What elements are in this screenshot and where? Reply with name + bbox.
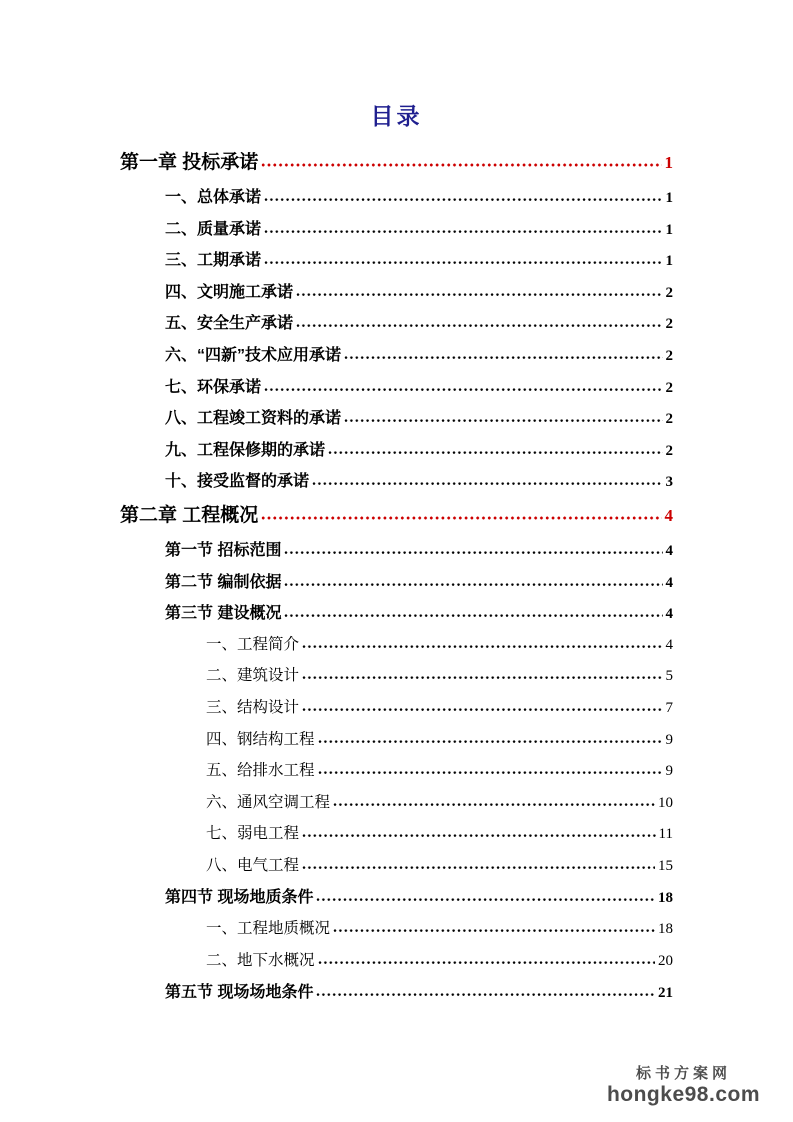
toc-entry[interactable] [206, 695, 673, 727]
dot-leader [302, 865, 655, 870]
toc-list [120, 147, 673, 1011]
toc-entry-page-number: 7 [665, 699, 673, 716]
toc-entry-label: 一、工程简介 [206, 635, 300, 653]
toc-entry-page-number: 2 [665, 316, 673, 333]
toc-entry[interactable] [165, 468, 673, 500]
toc-entry[interactable] [120, 147, 673, 184]
toc-entry-label: 第三节 建设概况 [165, 605, 282, 623]
toc-entry-page-number: 20 [658, 952, 673, 969]
toc-entry-page-number: 9 [665, 731, 673, 748]
toc-entry[interactable] [165, 437, 673, 469]
toc-entry-label: 第五节 现场场地条件 [165, 984, 314, 1002]
toc-entry-page-number: 2 [665, 284, 673, 301]
toc-entry[interactable] [165, 537, 673, 569]
toc-entry-page-number: 2 [665, 442, 673, 459]
toc-entry[interactable] [206, 632, 673, 664]
dot-leader [316, 992, 655, 997]
dot-leader [302, 707, 662, 712]
dot-leader [318, 770, 663, 775]
toc-entry[interactable] [165, 310, 673, 342]
toc-entry-page-number: 4 [665, 542, 673, 559]
toc-entry-page-number: 2 [665, 379, 673, 396]
toc-entry-page-number: 2 [665, 411, 673, 428]
toc-entry-page-number: 1 [665, 190, 673, 206]
toc-entry-label: 八、工程竣工资料的承诺 [165, 410, 342, 428]
toc-entry[interactable] [206, 727, 673, 759]
dot-leader [318, 739, 663, 744]
toc-entry[interactable] [165, 600, 673, 632]
dot-leader [264, 197, 662, 202]
site-watermark [607, 1065, 760, 1106]
toc-entry-page-number: 10 [658, 794, 673, 811]
dot-leader [264, 260, 662, 265]
toc-entry-label: 九、工程保修期的承诺 [165, 441, 326, 459]
toc-entry-label: 六、通风空调工程 [206, 793, 331, 811]
toc-entry-page-number: 1 [664, 153, 673, 172]
dot-leader [264, 387, 662, 392]
toc-entry-label: 四、钢结构工程 [206, 730, 315, 748]
watermark-site-url: hongke98.com [606, 1083, 760, 1106]
toc-entry[interactable] [206, 790, 673, 822]
toc-entry-page-number: 15 [658, 857, 673, 874]
toc-entry-label: 三、结构设计 [206, 698, 300, 716]
toc-entry[interactable] [206, 821, 673, 853]
toc-entry-label: 第一节 招标范围 [165, 541, 282, 559]
toc-entry-page-number: 21 [658, 985, 673, 1002]
toc-entry-label: 第二章 工程概况 [120, 504, 259, 526]
dot-leader [333, 802, 655, 807]
toc-entry-label: 十、接受监督的承诺 [165, 473, 310, 491]
watermark-site-name: 标书方案网 [635, 1065, 731, 1082]
toc-entry-label: 二、质量承诺 [165, 220, 262, 238]
toc-document [120, 0, 673, 1011]
toc-entry-label: 五、安全生产承诺 [165, 315, 294, 333]
toc-entry-page-number: 4 [664, 505, 673, 525]
dot-leader [344, 418, 662, 423]
toc-entry-label: 第一章 投标承诺 [120, 152, 259, 173]
toc-entry[interactable] [165, 374, 673, 406]
toc-entry[interactable] [165, 979, 673, 1011]
dot-leader [284, 550, 662, 555]
dot-leader [333, 928, 655, 933]
toc-entry-label: 第四节 现场地质条件 [165, 889, 314, 907]
toc-entry-page-number: 18 [658, 921, 673, 938]
toc-entry[interactable] [206, 758, 673, 790]
dot-leader [284, 613, 662, 618]
toc-entry-label: 四、文明施工承诺 [165, 283, 294, 301]
dot-leader [302, 675, 662, 680]
dot-leader [328, 450, 662, 455]
toc-entry-label: 七、弱电工程 [206, 825, 300, 843]
toc-entry[interactable] [165, 405, 673, 437]
toc-entry[interactable] [206, 663, 673, 695]
toc-entry-page-number: 2 [665, 347, 673, 364]
page-title: 目录 [370, 103, 423, 129]
toc-entry[interactable] [165, 569, 673, 601]
toc-entry-label: 一、工程地质概况 [206, 920, 331, 938]
dot-leader [284, 582, 662, 587]
toc-entry-page-number: 18 [658, 890, 673, 907]
toc-entry-label: 三、工期承诺 [165, 252, 262, 270]
toc-entry-page-number: 1 [665, 221, 673, 238]
toc-entry[interactable] [206, 948, 673, 980]
toc-entry[interactable] [165, 247, 673, 279]
dot-leader [318, 960, 655, 965]
dot-leader [316, 897, 655, 902]
toc-entry-page-number: 11 [658, 826, 673, 843]
dot-leader [344, 355, 662, 360]
toc-entry-label: 八、电气工程 [206, 856, 300, 874]
toc-entry-page-number: 4 [665, 574, 673, 591]
toc-entry-label: 二、地下水概况 [206, 951, 315, 969]
dot-leader [302, 833, 656, 838]
toc-entry-page-number: 5 [665, 668, 673, 685]
toc-entry-page-number: 3 [665, 474, 673, 491]
dot-leader [261, 162, 661, 168]
dot-leader [312, 481, 662, 486]
toc-entry-page-number: 4 [665, 606, 673, 623]
toc-entry[interactable] [206, 853, 673, 885]
dot-leader [261, 515, 661, 521]
toc-entry[interactable] [165, 184, 673, 216]
toc-entry-label: 六、“四新”技术应用承诺 [165, 346, 342, 364]
dot-leader [296, 323, 662, 328]
dot-leader [296, 292, 662, 297]
toc-entry-page-number: 4 [665, 636, 673, 653]
toc-entry-label: 二、建筑设计 [206, 667, 300, 685]
toc-entry-label: 七、环保承诺 [165, 378, 262, 396]
toc-entry-label: 一、总体承诺 [165, 189, 262, 206]
toc-entry-label: 第二节 编制依据 [165, 573, 282, 591]
toc-entry-label: 五、给排水工程 [206, 762, 315, 780]
toc-entry[interactable] [165, 884, 673, 916]
toc-entry[interactable] [165, 279, 673, 311]
toc-entry-page-number: 1 [665, 253, 673, 270]
dot-leader [264, 229, 662, 234]
toc-entry-page-number: 9 [665, 763, 673, 780]
toc-entry[interactable] [206, 916, 673, 948]
dot-leader [302, 644, 662, 649]
toc-entry[interactable] [120, 500, 673, 537]
toc-entry[interactable] [165, 216, 673, 248]
toc-entry[interactable] [165, 342, 673, 374]
